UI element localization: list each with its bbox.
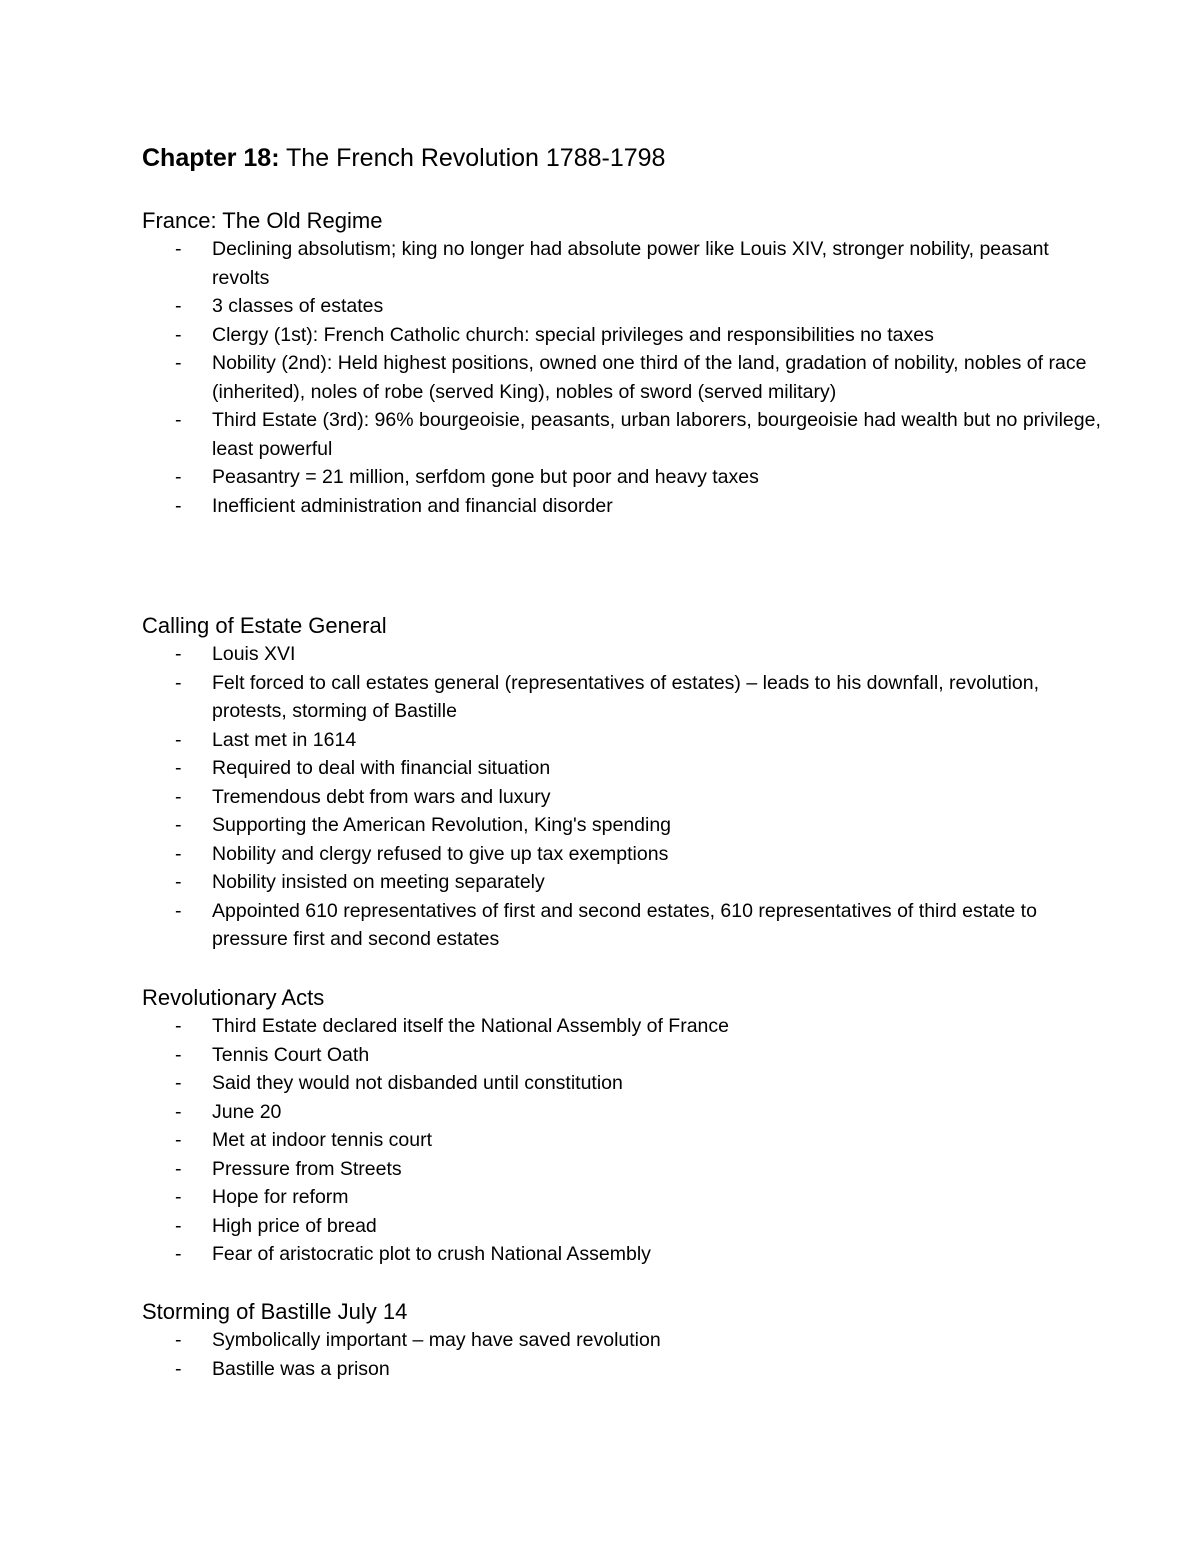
dash-bullet: - (175, 871, 182, 893)
dash-bullet: - (175, 494, 182, 517)
sub-list-item (142, 1183, 1102, 1212)
list-item (142, 754, 1102, 783)
bullet-list (142, 1326, 1102, 1383)
sub-list-item-text: Said they would not disbanded until constitution (212, 1072, 623, 1094)
dash-bullet: - (175, 728, 182, 751)
sub-list-item (142, 492, 1102, 521)
section-heading: France: The Old Regime (142, 208, 383, 233)
sub-list-item-text: Inefficient administration and financial disorder (212, 494, 613, 517)
list-item-text: Nobility insisted on meeting separately (212, 871, 545, 893)
list-item (142, 897, 1102, 954)
sub-list-item (142, 811, 1102, 840)
list-item (142, 1041, 1102, 1070)
dash-bullet: - (175, 1157, 182, 1180)
sub-list-item-text: Nobility (2nd): Held highest positions, owned one third of the land, gradation of nobility, nobles of race (inherited), noles of robe (served King), nobles of sword (served military) (212, 352, 1087, 403)
list-item (142, 292, 1102, 321)
list-item-text: Tennis Court Oath (212, 1043, 370, 1066)
sub-bullet-list (142, 321, 1102, 521)
list-item-text: Declining absolutism; king no longer had absolute power like Louis XIV, stronger nobility, peasant revolts (212, 238, 1049, 289)
dash-bullet: - (175, 785, 182, 808)
dash-bullet: - (175, 1357, 182, 1380)
section-heading: Revolutionary Acts (142, 985, 325, 1010)
list-item (142, 235, 1102, 292)
list-item (142, 669, 1102, 726)
list-item (142, 1355, 1102, 1384)
list-item-text: Pressure from Streets (212, 1157, 402, 1180)
sub-list-item (142, 1240, 1102, 1269)
bullet-list (142, 235, 1102, 321)
sub-list-item-text: June 20 (212, 1100, 282, 1123)
bullet-list (142, 1012, 1102, 1069)
list-item-text: Symbolically important – may have saved revolution (212, 1329, 661, 1351)
page-title (142, 142, 665, 174)
list-item-text: 3 classes of estates (212, 295, 384, 317)
dash-bullet: - (175, 1186, 182, 1208)
sub-list-item (142, 406, 1102, 463)
section-storming-bastille (142, 1298, 1102, 1383)
sub-bullet-list (142, 1069, 1102, 1155)
dash-bullet: - (175, 671, 182, 694)
sub-list-item-text: Hope for reform (212, 1186, 349, 1208)
section-estate-general (142, 612, 1102, 954)
dash-bullet: - (175, 643, 182, 665)
sub-list-item (142, 321, 1102, 350)
sub-list-item (142, 1212, 1102, 1241)
dash-bullet: - (175, 352, 182, 374)
sub-list-item (142, 463, 1102, 492)
dash-bullet: - (175, 295, 182, 317)
sub-list-item-text: Clergy (1st): French Catholic church: special privileges and responsibilities no taxes (212, 323, 934, 346)
sub-list-item-text: High price of bread (212, 1214, 377, 1237)
dash-bullet: - (175, 1072, 182, 1094)
dash-bullet: - (175, 409, 182, 431)
dash-bullet: - (175, 842, 182, 865)
list-item-text: Appointed 610 representatives of first and second estates, 610 representatives of third estate to pressure first and second estates (212, 899, 1037, 950)
sub-bullet-list (142, 811, 1102, 840)
section-revolutionary-acts (142, 984, 1102, 1269)
sub-list-item-text: Met at indoor tennis court (212, 1129, 433, 1151)
list-item-text: Bastille was a prison (212, 1357, 390, 1380)
dash-bullet: - (175, 1243, 182, 1265)
list-item (142, 783, 1102, 812)
sub-bullet-list (142, 1183, 1102, 1269)
dash-bullet: - (175, 466, 182, 488)
dash-bullet: - (175, 1129, 182, 1151)
sub-list-item (142, 1126, 1102, 1155)
list-item (142, 1326, 1102, 1355)
dash-bullet: - (175, 1329, 182, 1351)
sub-list-item (142, 1069, 1102, 1098)
dash-bullet: - (175, 814, 182, 836)
section-heading: Storming of Bastille July 14 (142, 1299, 408, 1324)
list-item (142, 868, 1102, 897)
section-heading: Calling of Estate General (142, 613, 387, 638)
list-item-text: Felt forced to call estates general (representatives of estates) – leads to his downfall, revolution, protests, storming of Bastille (212, 671, 1040, 722)
sub-list-item (142, 1098, 1102, 1127)
list-item-text: Required to deal with financial situation (212, 757, 551, 779)
list-item (142, 1155, 1102, 1184)
sub-list-item (142, 349, 1102, 406)
dash-bullet: - (175, 1100, 182, 1123)
dash-bullet: - (175, 1043, 182, 1066)
list-item (142, 840, 1102, 869)
sub-list-item-text: Third Estate (3rd): 96% bourgeoisie, peasants, urban laborers, bourgeoisie had wealth but no privilege, least powerful (212, 409, 1101, 460)
dash-bullet: - (175, 1214, 182, 1237)
list-item (142, 640, 1102, 669)
bullet-list (142, 640, 1102, 811)
list-item (142, 1012, 1102, 1041)
list-item-text: Last met in 1614 (212, 728, 357, 751)
sub-list-item-text: Fear of aristocratic plot to crush National Assembly (212, 1243, 651, 1265)
dash-bullet: - (175, 757, 182, 779)
dash-bullet: - (175, 323, 182, 346)
bullet-list (142, 1155, 1102, 1184)
list-item-text: Third Estate declared itself the National Assembly of France (212, 1015, 729, 1037)
list-item (142, 726, 1102, 755)
dash-bullet: - (175, 1015, 182, 1037)
bullet-list (142, 840, 1102, 954)
dash-bullet: - (175, 238, 182, 260)
dash-bullet: - (175, 899, 182, 922)
sub-list-item-text: Peasantry = 21 million, serfdom gone but poor and heavy taxes (212, 466, 759, 488)
list-item-text: Nobility and clergy refused to give up tax exemptions (212, 842, 669, 865)
list-item-text: Louis XVI (212, 643, 296, 665)
list-item-text: Tremendous debt from wars and luxury (212, 785, 551, 808)
sub-list-item-text: Supporting the American Revolution, King's spending (212, 814, 672, 836)
title-chapter: Chapter 18: (142, 144, 280, 172)
section-old-regime (142, 207, 1102, 520)
title-text: The French Revolution 1788-1798 (279, 144, 666, 172)
